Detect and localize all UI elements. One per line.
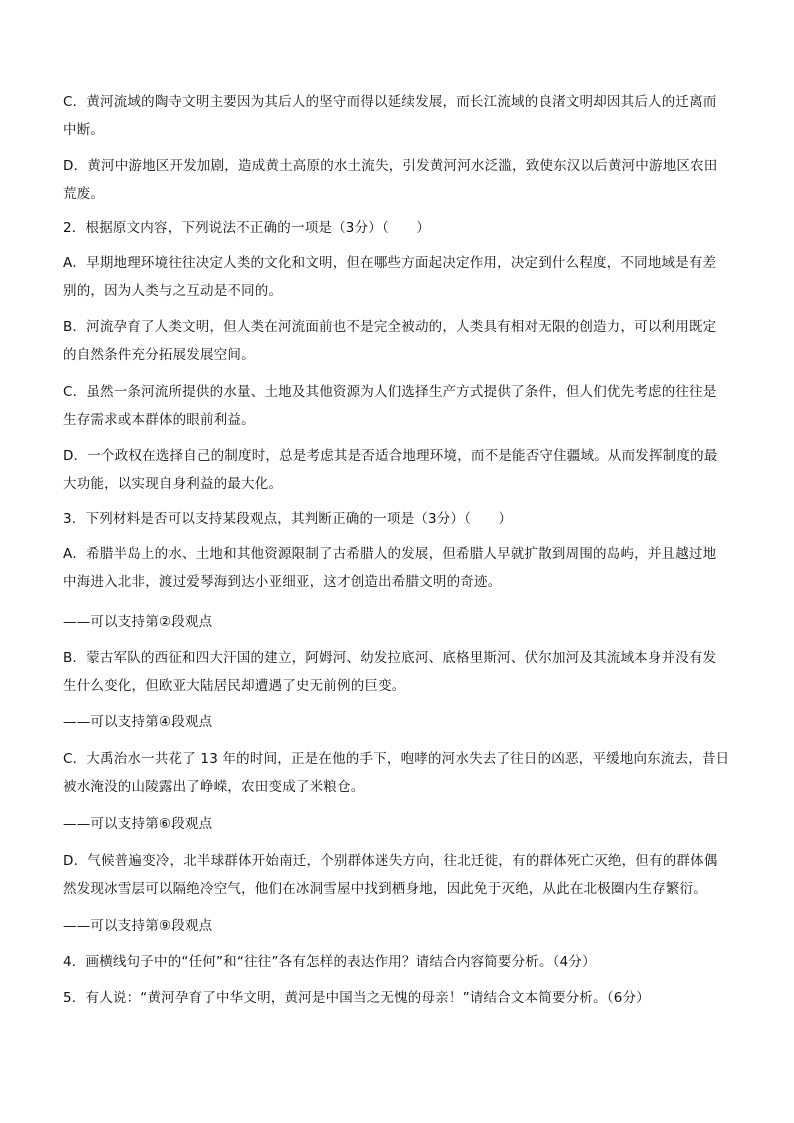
text-line: C．大禹治水一共花了 13 年的时间，正是在他的手下，咆哮的河水失去了往日的凶恶，平缓地向东流去，昔日 (63, 751, 730, 767)
q3-option-a-judgment (63, 608, 733, 636)
text-line: ——可以支持第②段观点 (63, 614, 213, 630)
text-line: 别的，因为人类与之互动是不同的。 (63, 283, 283, 299)
text-line: 生什么变化，但欧亚大陆居民却遭遇了史无前例的巨变。 (63, 678, 406, 694)
text-line: A．早期地理环境往往决定人类的文化和文明，但在哪些方面起决定作用，决定到什么程度，不同地域是有差 (63, 255, 717, 271)
text-line: 的自然条件充分拓展发展空间。 (63, 347, 255, 363)
q2-option-d (63, 442, 733, 498)
q3-stem (63, 505, 733, 533)
q2-stem (63, 214, 733, 242)
q5-stem (63, 984, 733, 1012)
q1-option-d (63, 152, 733, 208)
q2-option-c (63, 378, 733, 434)
text-line: ——可以支持第⑥段观点 (63, 816, 213, 832)
text-line: D．气候普遍变冷，北半球群体开始南迁，个别群体迷失方向，往北迁徙，有的群体死亡灭绝，但有的群体偶 (63, 853, 718, 869)
text-line: 然发现冰雪层可以隔绝冷空气，他们在冰洞雪屋中找到栖身地，因此免于灭绝，从此在北极圈内生存繁衍。 (63, 881, 707, 897)
text-line: D．一个政权在选择自己的制度时，总是考虑其是否适合地理环境，而不是能否守住疆域。从而发挥制度的最 (63, 448, 718, 464)
text-line: ——可以支持第④段观点 (63, 714, 213, 730)
text-line: 5．有人说：“黄河孕育了中华文明，黄河是中国当之无愧的母亲！”请结合文本简要分析。（6分） (63, 990, 650, 1006)
text-line: ——可以支持第⑨段观点 (63, 918, 213, 934)
text-line: A．希腊半岛上的水、土地和其他资源限制了古希腊人的发展，但希腊人早就扩散到周围的岛屿，并且越过地 (63, 546, 717, 562)
text-line: 2．根据原文内容，下列说法不正确的一项是（3分）（ ） (63, 220, 431, 236)
text-line: B．蒙古军队的西征和四大汗国的建立，阿姆河、幼发拉底河、底格里斯河、伏尔加河及其流域本身并没有发 (63, 650, 717, 666)
q3-option-d (63, 847, 733, 903)
q3-option-b-judgment (63, 708, 733, 736)
text-line: 3．下列材料是否可以支持某段观点，其判断正确的一项是（3分）（ ） (63, 511, 513, 527)
text-line: 4．画横线句子中的“任何”和“往往”各有怎样的表达作用？请结合内容简要分析。（4分） (63, 954, 596, 970)
text-line: C．虽然一条河流所提供的水量、土地及其他资源为人们选择生产方式提供了条件，但人们优先考虑的往往是 (63, 384, 717, 400)
q3-option-d-judgment (63, 912, 733, 940)
text-line: 被水淹没的山陵露出了峥嵘，农田变成了米粮仓。 (63, 779, 365, 795)
text-line: C．黄河流域的陶寺文明主要因为其后人的坚守而得以延续发展，而长江流域的良渚文明却因其后人的迁离而 (63, 94, 717, 110)
q1-option-c (63, 88, 733, 144)
q2-option-a (63, 249, 733, 305)
q3-option-c (63, 745, 733, 801)
text-line: D．黄河中游地区开发加剧，造成黄土高原的水土流失，引发黄河河水泛滥，致使东汉以后黄河中游地区农田 (63, 158, 718, 174)
q3-option-b (63, 644, 733, 700)
text-line: 荒废。 (63, 186, 105, 202)
q3-option-a (63, 540, 733, 596)
q2-option-b (63, 313, 733, 369)
text-line: 大功能，以实现自身利益的最大化。 (63, 476, 283, 492)
text-line: 中断。 (63, 122, 105, 138)
text-line: B．河流孕育了人类文明，但人类在河流面前也不是完全被动的，人类具有相对无限的创造力，可以利用既定 (63, 319, 717, 335)
q3-option-c-judgment (63, 810, 733, 838)
text-line: 中海进入北非，渡过爱琴海到达小亚细亚，这才创造出希腊文明的奇迹。 (63, 574, 502, 590)
q4-stem (63, 948, 733, 976)
text-line: 生存需求或本群体的眼前利益。 (63, 412, 255, 428)
